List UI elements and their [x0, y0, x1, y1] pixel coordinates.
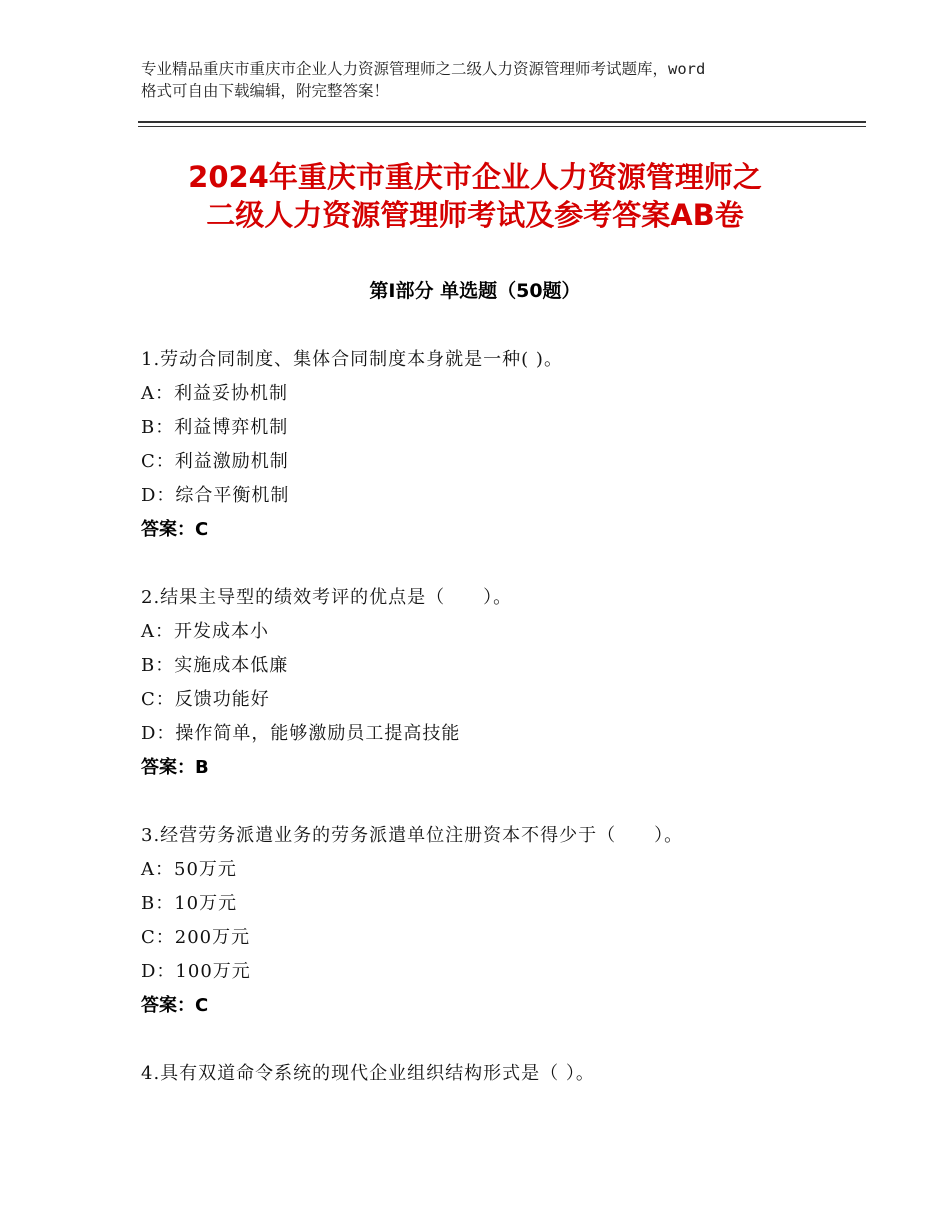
question-option: A：开发成本小: [141, 621, 269, 642]
question-option: D：综合平衡机制: [141, 485, 290, 506]
question-stem: 4.具有双道命令系统的现代企业组织结构形式是（ ）。: [141, 1063, 595, 1084]
question-option: C：反馈功能好: [141, 689, 270, 710]
question-4: [141, 1057, 861, 1091]
question-2: [141, 581, 861, 785]
question-3: [141, 819, 861, 1023]
question-stem: 3.经营劳务派遣业务的劳务派遣单位注册资本不得少于（ ）。: [141, 825, 684, 846]
question-answer: 答案：B: [141, 757, 209, 778]
header-divider: [138, 121, 866, 123]
question-stem: 1.劳动合同制度、集体合同制度本身就是一种( )。: [141, 349, 563, 370]
question-list: [141, 343, 861, 1091]
header-divider: [138, 126, 866, 127]
question-spacer: [141, 785, 861, 819]
document-title-line: 2024年重庆市重庆市企业人力资源管理师之: [188, 160, 762, 194]
question-option: A：50万元: [141, 859, 237, 880]
question-option: B：实施成本低廉: [141, 655, 289, 676]
question-answer: 答案：C: [141, 995, 209, 1016]
question-option: C：200万元: [141, 927, 251, 948]
document-title: [90, 158, 860, 234]
question-stem: 2.结果主导型的绩效考评的优点是（ ）。: [141, 587, 513, 608]
question-option: B：10万元: [141, 893, 238, 914]
header-note-line: 格式可自由下载编辑，附完整答案！: [141, 82, 390, 100]
question-option: C：利益激励机制: [141, 451, 289, 472]
question-spacer: [141, 547, 861, 581]
document-title-line: 二级人力资源管理师考试及参考答案AB卷: [206, 198, 744, 232]
question-option: B：利益博弈机制: [141, 417, 289, 438]
header-note: [141, 58, 841, 102]
question-spacer: [141, 1023, 861, 1057]
question-1: [141, 343, 861, 547]
question-option: A：利益妥协机制: [141, 383, 288, 404]
section-title: 第Ⅰ部分 单选题（50题）: [369, 280, 581, 302]
question-option: D：100万元: [141, 961, 251, 982]
question-answer: 答案：C: [141, 519, 209, 540]
question-option: D：操作简单，能够激励员工提高技能: [141, 723, 461, 744]
header-note-line: 专业精品重庆市重庆市企业人力资源管理师之二级人力资源管理师考试题库，word: [141, 60, 706, 78]
